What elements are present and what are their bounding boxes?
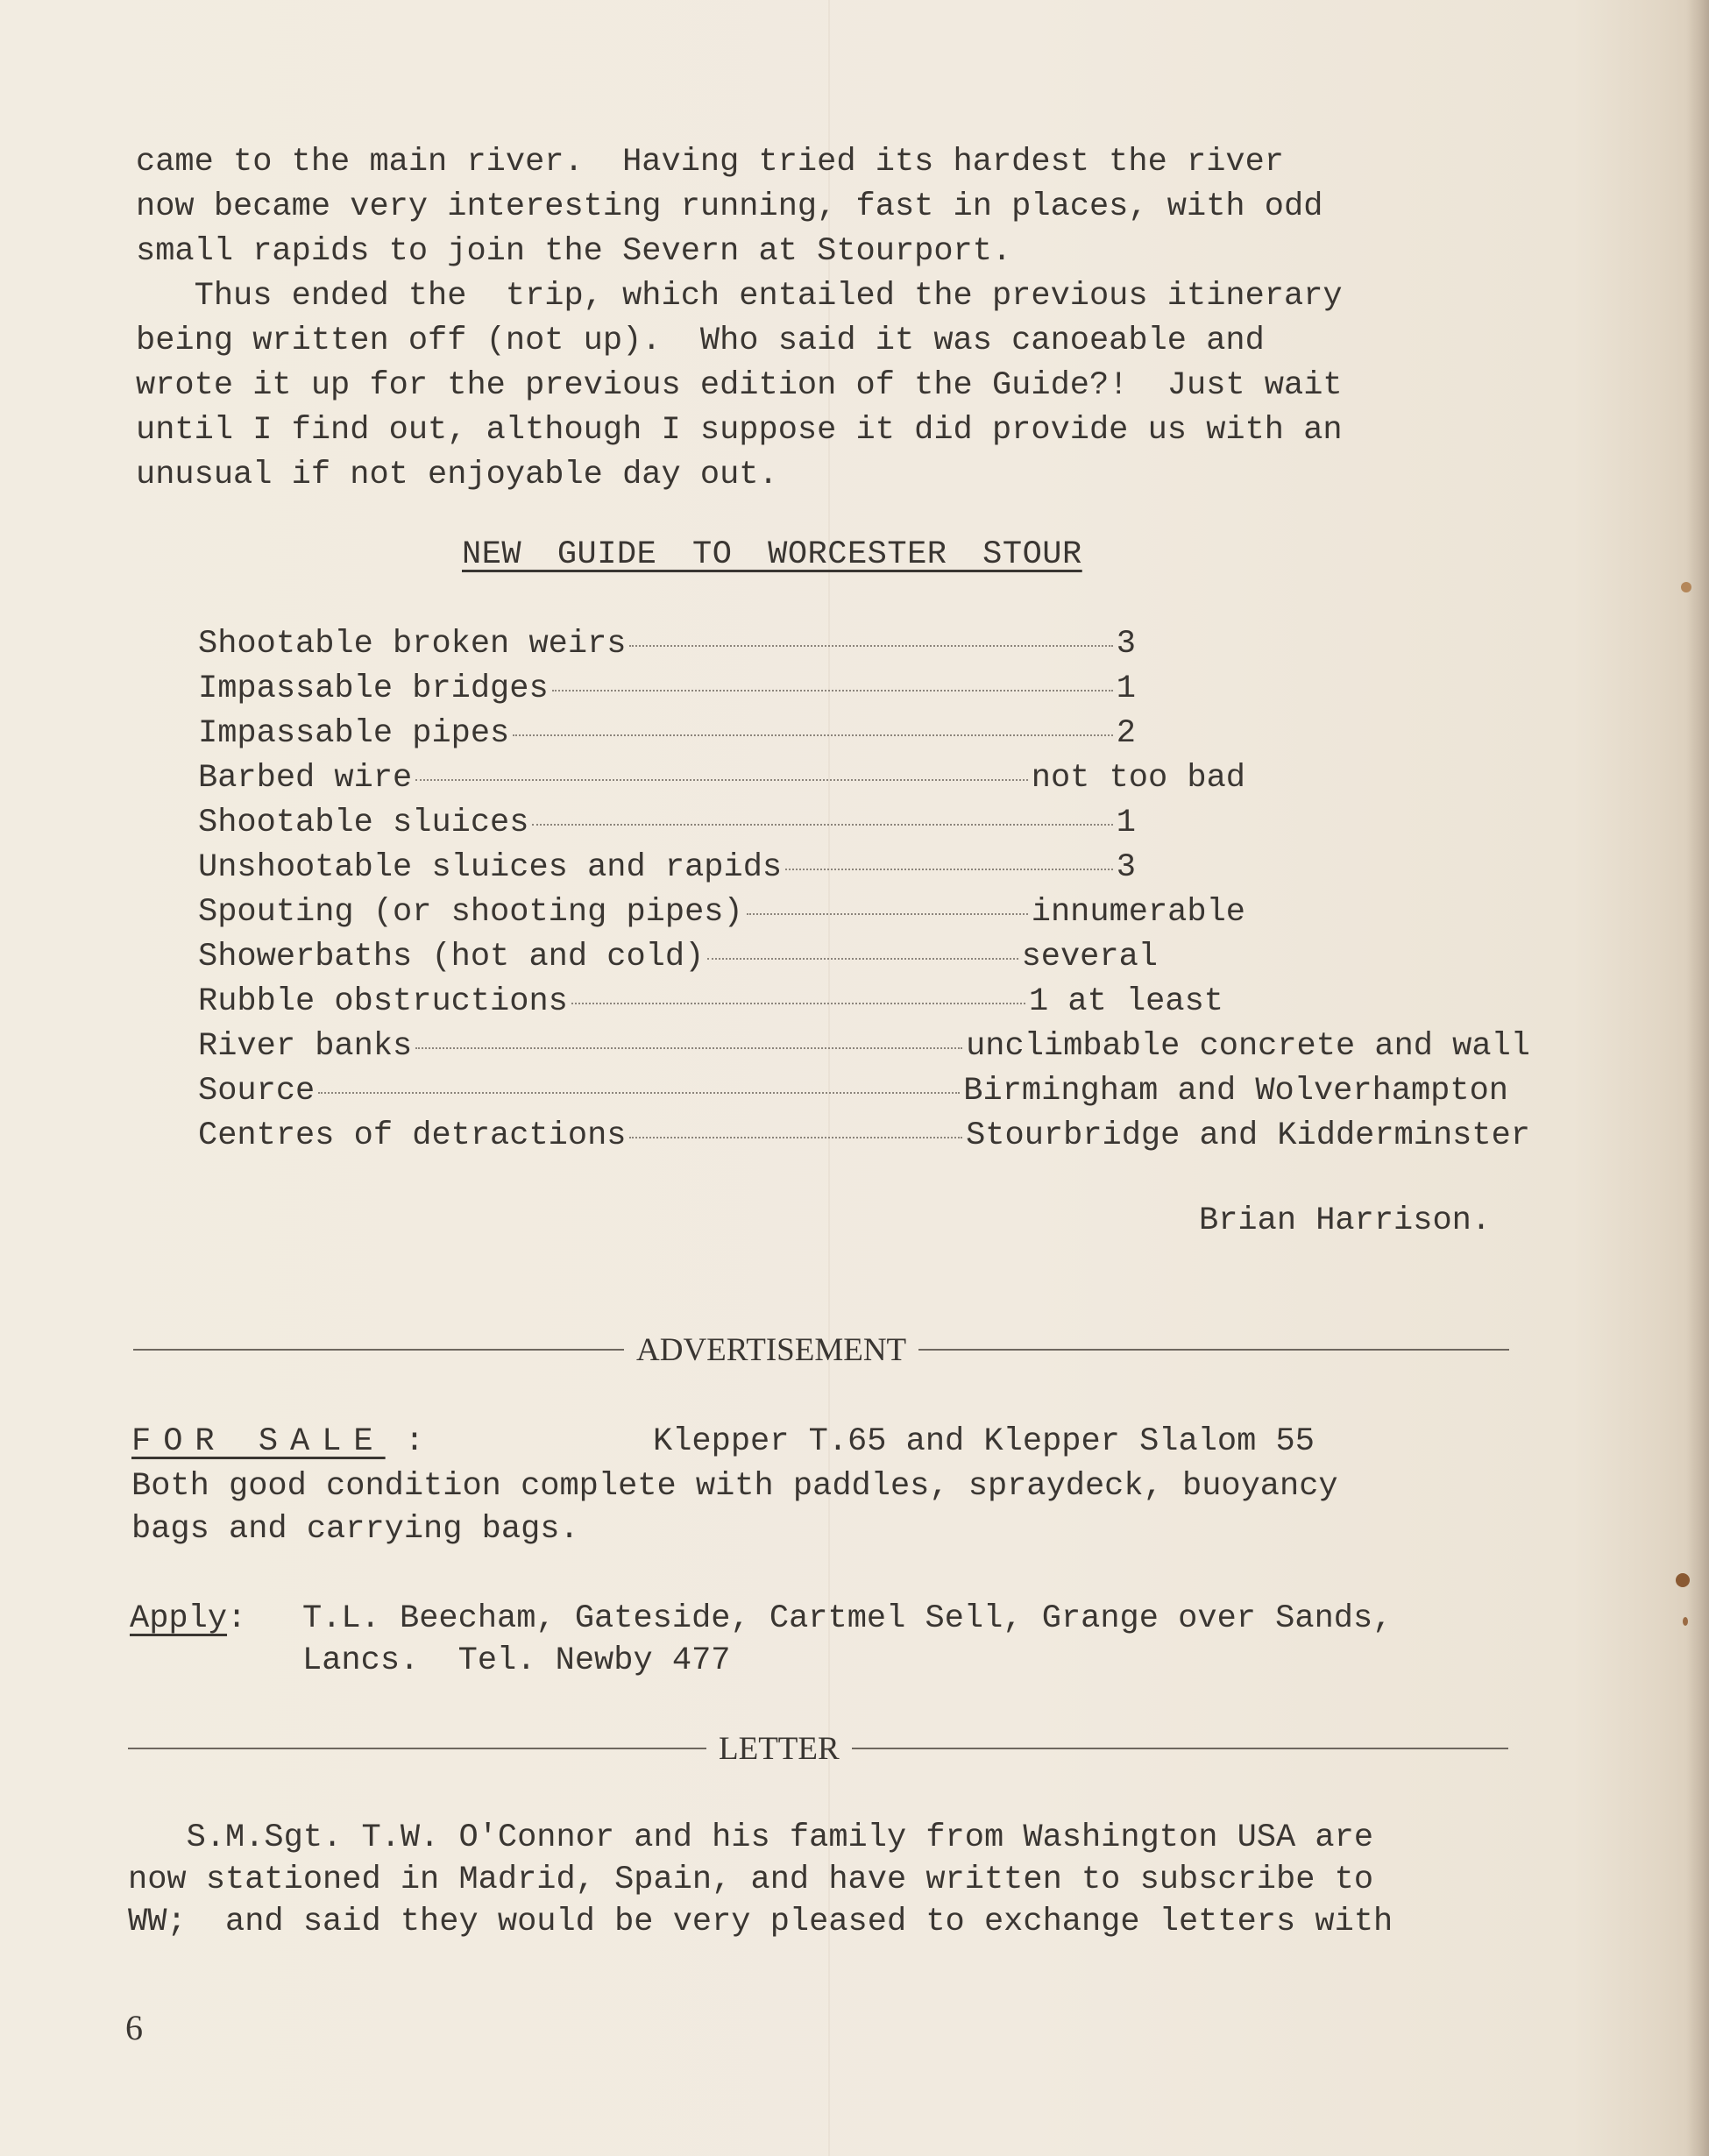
for-sale-colon: : xyxy=(385,1423,425,1460)
letter-line: WW; and said they would be very pleased to exchange letters with xyxy=(128,1904,1393,1940)
guide-row xyxy=(198,982,1223,1025)
guide-row-value: 3 xyxy=(1116,849,1136,886)
guide-row-value: Birmingham and Wolverhampton xyxy=(963,1073,1508,1110)
guide-row xyxy=(198,1116,1530,1160)
guide-row-label: Impassable bridges xyxy=(198,670,549,707)
intro-line: wrote it up for the previous edition of the Guide?! Just wait xyxy=(136,367,1343,404)
guide-row xyxy=(198,713,1136,757)
leader-dots xyxy=(707,932,1018,960)
guide-row xyxy=(198,1026,1530,1070)
guide-row-label: Shootable broken weirs xyxy=(198,626,627,663)
letter-line: S.M.Sgt. T.W. O'Connor and his family from Washington USA are xyxy=(128,1819,1374,1856)
guide-row xyxy=(198,669,1136,713)
author-signature: Brian Harrison. xyxy=(1199,1202,1492,1239)
advertisement-title: ADVERTISEMENT xyxy=(636,1331,907,1368)
guide-row-label: Unshootable sluices and rapids xyxy=(198,849,783,886)
apply-line xyxy=(130,1597,246,1641)
leader-dots xyxy=(629,619,1112,647)
page-number: 6 xyxy=(125,2008,143,2047)
leader-dots xyxy=(532,798,1112,826)
guide-row-label: Shootable sluices xyxy=(198,805,529,841)
letter-line: now stationed in Madrid, Spain, and have written to subscribe to xyxy=(128,1862,1374,1898)
leader-dots xyxy=(785,842,1113,870)
guide-row xyxy=(198,892,1245,936)
divider-line xyxy=(133,1349,624,1351)
guide-row-value: Stourbridge and Kidderminster xyxy=(966,1117,1530,1154)
guide-row-value: several xyxy=(1021,939,1158,975)
ad-description-line: Both good condition complete with paddles, spraydeck, buoyancy xyxy=(131,1468,1338,1505)
advertisement-divider xyxy=(133,1328,1509,1372)
leader-dots xyxy=(513,708,1113,736)
leader-dots xyxy=(318,1066,960,1094)
guide-row-value: 2 xyxy=(1116,715,1136,752)
leader-dots xyxy=(629,1110,962,1138)
ad-description-line: bags and carrying bags. xyxy=(131,1511,579,1548)
letter-divider xyxy=(128,1727,1508,1770)
leader-dots xyxy=(415,1021,962,1049)
for-sale-item: Klepper T.65 and Klepper Slalom 55 xyxy=(653,1423,1315,1460)
guide-row-value: unclimbable concrete and wall xyxy=(966,1028,1530,1065)
guide-row xyxy=(198,624,1136,668)
binding-shadow xyxy=(1686,0,1709,2156)
intro-line: unusual if not enjoyable day out. xyxy=(136,457,778,493)
divider-line xyxy=(918,1349,1509,1351)
letter-title: LETTER xyxy=(719,1730,840,1767)
rust-spot xyxy=(1676,1573,1690,1587)
rust-spot xyxy=(1683,1617,1688,1626)
intro-line: being written off (not up). Who said it was canoeable and xyxy=(136,323,1265,359)
guide-row xyxy=(198,1071,1508,1115)
guide-row-label: Source xyxy=(198,1073,316,1110)
divider-line xyxy=(852,1748,1508,1749)
guide-row-value: not too bad xyxy=(1031,760,1245,797)
for-sale-line xyxy=(131,1420,424,1464)
guide-row xyxy=(198,758,1245,802)
guide-row-label: Showerbaths (hot and cold) xyxy=(198,939,705,975)
for-sale-label: FOR SALE xyxy=(131,1423,386,1460)
divider-line xyxy=(128,1748,706,1749)
guide-row xyxy=(198,848,1136,891)
guide-row xyxy=(198,803,1136,847)
apply-address-line: T.L. Beecham, Gateside, Cartmel Sell, Grange over Sands, xyxy=(302,1600,1393,1637)
intro-line: small rapids to join the Severn at Stourport. xyxy=(136,233,1012,270)
apply-colon: : xyxy=(227,1600,247,1637)
guide-heading: NEW GUIDE TO WORCESTER STOUR xyxy=(462,536,1082,573)
guide-row-label: Rubble obstructions xyxy=(198,983,568,1020)
leader-dots xyxy=(571,976,1025,1004)
apply-label: Apply xyxy=(130,1600,228,1637)
guide-row xyxy=(198,937,1158,981)
intro-line: came to the main river. Having tried its hardest the river xyxy=(136,144,1285,181)
guide-row-value: innumerable xyxy=(1031,894,1245,931)
leader-dots xyxy=(415,753,1028,781)
guide-row-label: Barbed wire xyxy=(198,760,413,797)
intro-line: Thus ended the trip, which entailed the previous itinerary xyxy=(136,278,1343,315)
rust-spot xyxy=(1681,582,1691,592)
guide-row-label: Spouting (or shooting pipes) xyxy=(198,894,743,931)
guide-row-value: 1 xyxy=(1116,805,1136,841)
leader-dots xyxy=(747,887,1028,915)
apply-address-line: Lancs. Tel. Newby 477 xyxy=(302,1642,731,1679)
intro-line: until I find out, although I suppose it did provide us with an xyxy=(136,412,1343,449)
intro-line: now became very interesting running, fast in places, with odd xyxy=(136,188,1323,225)
guide-row-value: 1 xyxy=(1116,670,1136,707)
guide-row-label: Centres of detractions xyxy=(198,1117,627,1154)
guide-row-label: River banks xyxy=(198,1028,413,1065)
guide-row-value: 1 at least xyxy=(1028,983,1223,1020)
guide-row-value: 3 xyxy=(1116,626,1136,663)
leader-dots xyxy=(552,663,1113,691)
guide-row-label: Impassable pipes xyxy=(198,715,510,752)
